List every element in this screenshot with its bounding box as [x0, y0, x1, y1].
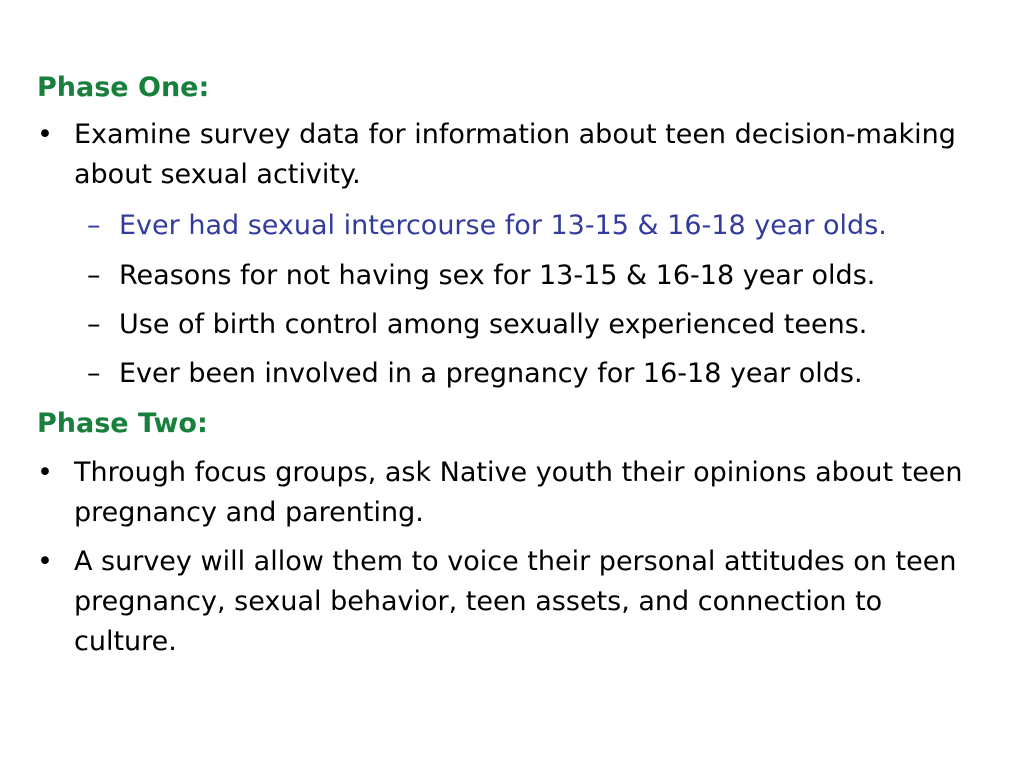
phase-one-bullet-1 — [37, 115, 997, 195]
phase-two-heading: Phase Two: — [37, 408, 208, 439]
phase-one-sub-4 — [87, 354, 1007, 394]
phase-one-sub-3 — [87, 305, 1007, 345]
bullet-mark: • — [37, 119, 53, 150]
dash-mark: – — [87, 309, 101, 340]
bullet-mark: • — [37, 457, 53, 488]
bullet-text: A survey will allow them to voice their personal attitudes on teen pregnancy, sexual behavior, teen assets, and connection to culture. — [74, 546, 957, 657]
sub-text: Reasons for not having sex for 13-15 & 16-18 year olds. — [119, 260, 876, 291]
sub-text: Ever had sexual intercourse for 13-15 & 16-18 year olds. — [119, 210, 887, 241]
bullet-mark: • — [37, 546, 53, 577]
phase-two-bullet-1 — [37, 453, 997, 533]
bullet-text: Through focus groups, ask Native youth their opinions about teen pregnancy and parenting. — [74, 457, 963, 528]
dash-mark: – — [87, 358, 101, 389]
bullet-text: Examine survey data for information about teen decision-making about sexual activity. — [74, 119, 956, 190]
phase-one-heading: Phase One: — [37, 72, 210, 103]
phase-two-bullet-2 — [37, 542, 997, 662]
dash-mark: – — [87, 210, 101, 241]
phase-one-sub-2 — [87, 256, 1007, 296]
dash-mark: – — [87, 260, 101, 291]
sub-text: Ever been involved in a pregnancy for 16-18 year olds. — [119, 358, 863, 389]
sub-text: Use of birth control among sexually experienced teens. — [119, 309, 868, 340]
phase-one-sub-1 — [87, 206, 1007, 246]
